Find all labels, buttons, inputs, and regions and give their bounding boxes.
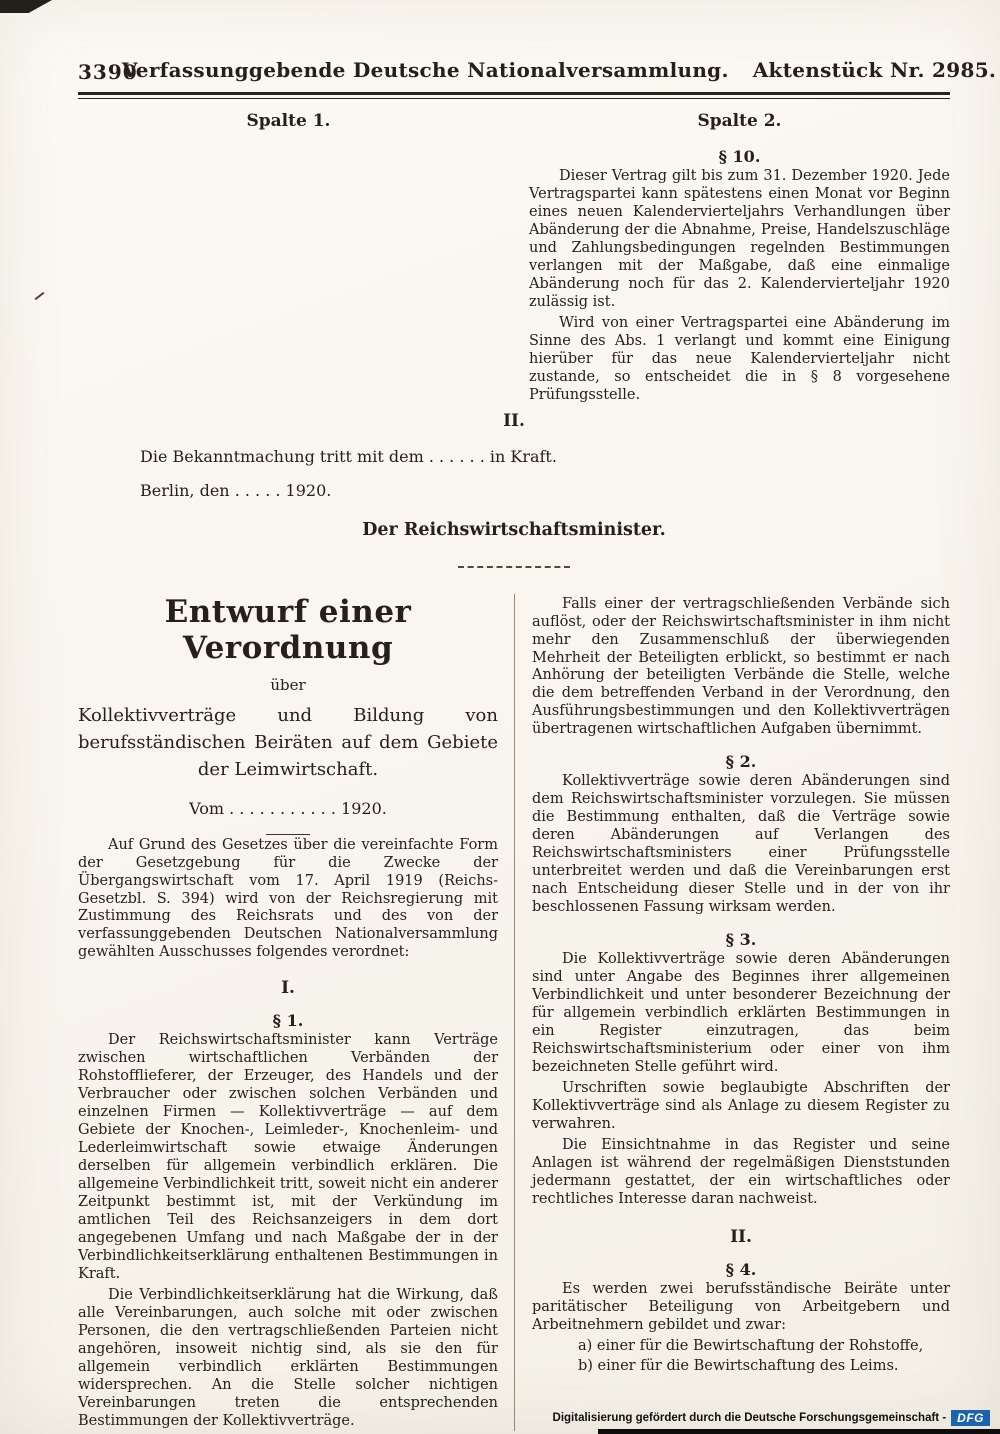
draft-subject: Kollektivverträge und Bildung von berufsständischen Beiräten auf dem Gebiete der Leimwirtschaft. xyxy=(78,704,498,780)
section-1-paragraph-2: Die Verbindlichkeitserklärung hat die Wirkung, daß alle Vereinbarungen, auch solche mit oder zwischen Personen, die den vertragschließenden Parteien nicht angehören, insoweit nichtig sind, als sie den für allgemein verbindlich erklärten Bestimmungen widersprechen. An die Stelle solcher nichtigen Vereinbarungen treten die entsprechenden Bestimmungen der Kollektivverträge. xyxy=(78,1286,498,1429)
column-label-1: Spalte 1. xyxy=(246,111,331,131)
roman-numeral-i: I. xyxy=(281,978,295,999)
section-3-paragraph-3: Die Einsichtnahme in das Register und seine Anlagen ist während der regelmäßigen Dienststunden jedermann gestattet, der ein wirtschaftliches oder rechtliches Interesse daran nachweist. xyxy=(532,1136,950,1207)
top-column-1 xyxy=(78,111,499,405)
scan-corner-artifact xyxy=(0,0,52,13)
main-column-right xyxy=(514,594,950,1431)
scan-edge-artifact xyxy=(35,292,45,300)
section-1-heading: § 1. xyxy=(272,1011,304,1031)
proclamation-line: Die Bekanntmachung tritt mit dem . . . . . . in Kraft. xyxy=(140,446,557,466)
roman-numeral-ii: II. xyxy=(503,410,525,431)
scan-bottom-edge xyxy=(598,1429,1000,1434)
header-double-rule xyxy=(78,92,950,99)
section-10-paragraph-1: Dieser Vertrag gilt bis zum 31. Dezember 1920. Jede Vertragspartei kann spätestens einen Monat vor Beginn eines neuen Kalendervierteljahrs Verhandlungen über Abänderung der die Abnahme, Preise, Handelszuschläge und Zahlungsbedingungen regelnden Bestimmungen verlangen mit der Maßgabe, daß eine einmalige Abänderung noch für das 2. Kalendervierteljahr 1920 zulässig ist. xyxy=(529,168,950,310)
dashed-separator xyxy=(458,566,570,568)
section-4-intro: Es werden zwei berufsständische Beiräte unter paritätischer Beteiligung von Arbeitgebern und Arbeitnehmern gebildet und zwar: xyxy=(532,1280,950,1333)
masthead-docref: Aktenstück Nr. 2985. xyxy=(752,58,997,82)
section-10-heading: § 10. xyxy=(718,147,761,166)
section-2-paragraph-1: Kollektivverträge sowie deren Abänderungen sind dem Reichswirtschaftsminister vorzulegen. Sie müssen die Bestimmung enthalten, daß die Verträge sowie deren Abänderungen auf Verlangen des Reichswirtschaftsministers einer Prüfungsstelle unterbreitet werden und daß die Vereinbarungen erst nach Entscheidung dieser Stelle und in der von ihr beschlossenen Fassung wirksam werden. xyxy=(532,773,950,916)
draft-date-line: Vom . . . . . . . . . . . 1920. xyxy=(189,798,387,818)
masthead-titleline xyxy=(121,58,997,82)
section-4-heading: § 4. xyxy=(725,1259,757,1279)
section-1-paragraph-1: Der Reichswirtschaftsminister kann Verträge zwischen wirtschaftlichen Verbänden der Rohstofflieferer, der Erzeuger, des Handels und der Verbraucher oder zwischen solchen Verbänden und einzelnen Firmen — Kollektivverträge — auf dem Gebiete der Knochen-, Leimleder-, Knochenleim- und Lederleimwirtschaft sowie etwaige Änderungen derselben für allgemein verbindlich erklären. Die allgemeine Verbindlichkeit tritt, soweit nicht ein anderer Zeitpunkt bestimmt ist, mit der Verkündung im amtlichen Teil des Reichsanzeigers in dem dort angegebenen Umfang und nach Maßgabe der in der Verbindlichkeitserklärung enthaltenen Bestimmungen in Kraft. xyxy=(78,1032,498,1282)
top-column-2 xyxy=(529,111,950,405)
section-4-item-b: b) einer für die Bewirtschaftung des Leims. xyxy=(578,1358,899,1375)
section-10-paragraph-2: Wird von einer Vertragspartei eine Abänderung im Sinne des Abs. 1 verlangt und kommt eine Einigung hierüber für das neue Kalendervierteljahr nicht zustande, so entscheidet die in § 8 vorgesehene Prüfungsstelle. xyxy=(529,314,950,403)
section-3-paragraph-2: Urschriften sowie beglaubigte Abschriften der Kollektivverträge sind als Anlage zu diesem Register zu verwahren. xyxy=(532,1079,950,1132)
column-label-2: Spalte 2. xyxy=(697,111,782,131)
section-4-item-a: a) einer für die Bewirtschaftung der Rohstoffe, xyxy=(578,1337,924,1354)
main-column-left xyxy=(78,594,514,1431)
digitization-credit xyxy=(553,1410,990,1426)
section-2-heading: § 2. xyxy=(725,752,757,772)
section-3-paragraph-1: Die Kollektivverträge sowie deren Abänderungen sind unter Angabe des Beginnes ihrer allgemeinen Verbindlichkeit und unter besonderer Bezeichnung der für allgemein verbindlich erklärten Bestimmungen in ein Register einzutragen, das beim Reichswirtschaftsministerium oder einer von ihm bezeichneten Stelle geführt wird. xyxy=(532,951,950,1075)
continuation-paragraph: Falls einer der vertragschließenden Verbände sich auflöst, oder der Reichswirtschaftsminister in ihm nicht mehr den Zusammenschluß der überwiegenden Mehrheit der Beteiligten erblickt, so bestimmt er nach Anhörung der beteiligten Verbände die Stelle, welche die dem betreffenden Verband in der Verordnung, den Ausführungsbestimmungen und den Kollektivverträgen übertragenen wirtschaftlichen Aufgaben übernimmt. xyxy=(532,595,950,738)
masthead xyxy=(78,58,997,85)
berlin-date-line: Berlin, den . . . . . 1920. xyxy=(140,480,332,500)
main-section xyxy=(78,594,950,1431)
page-number: 3390 xyxy=(78,60,138,84)
dfg-logo: DFG xyxy=(951,1410,990,1426)
preamble: Auf Grund des Gesetzes über die vereinfachte Form der Gesetzgebung für die Zwecke der Übergangswirtschaft vom 17. April 1919 (Reichs-Gesetzbl. S. 394) wird von der Reichsregierung mit Zustimmung des Reichsrats und des von der verfassunggebenden Deutschen Nationalversammlung gewählten Ausschusses folgendes verordnet: xyxy=(78,836,498,961)
section-3-heading: § 3. xyxy=(725,930,757,950)
signature-line: Der Reichswirtschaftsminister. xyxy=(362,519,666,540)
draft-title: Entwurf einer Verordnung xyxy=(164,593,412,666)
digitization-credit-text: Digitalisierung gefördert durch die Deutsche Forschungsgemeinschaft - xyxy=(552,1412,947,1424)
masthead-title: Verfassunggebende Deutsche Nationalversammlung. xyxy=(121,58,729,82)
draft-ueber: über xyxy=(270,675,306,694)
top-section xyxy=(78,111,950,405)
roman-numeral-ii-main: II. xyxy=(730,1226,752,1247)
mini-rule xyxy=(266,834,310,835)
